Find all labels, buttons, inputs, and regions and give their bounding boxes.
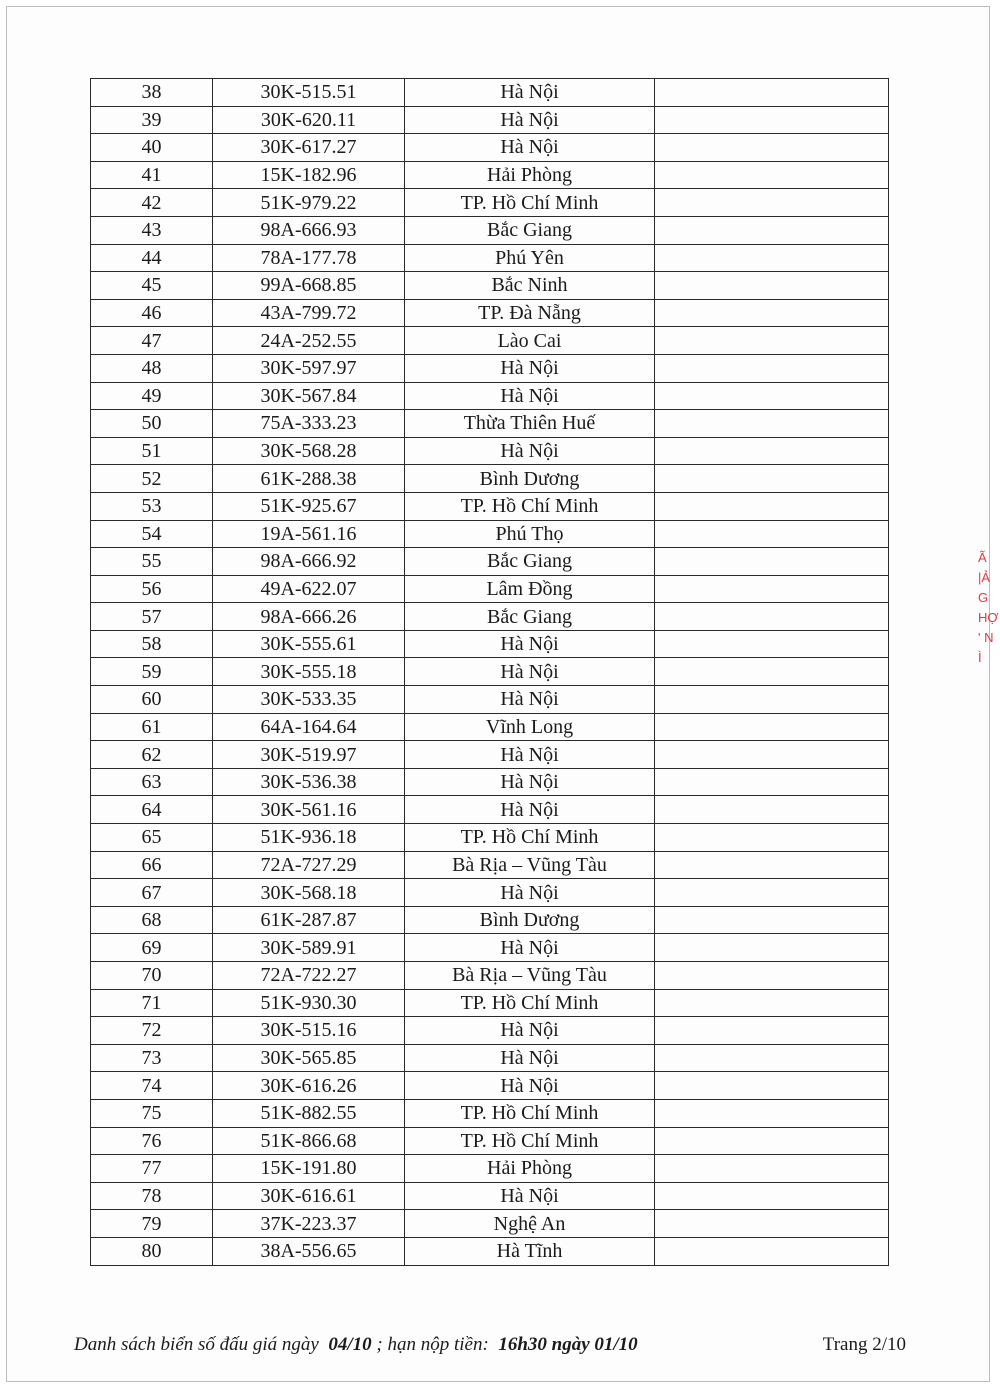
note-cell [655, 713, 889, 741]
note-cell [655, 989, 889, 1017]
note-cell [655, 824, 889, 852]
province-name: Hải Phòng [405, 1155, 655, 1183]
table-row [91, 216, 889, 244]
province-name: Bắc Giang [405, 603, 655, 631]
note-cell [655, 879, 889, 907]
plate-number: 30K-616.61 [213, 1182, 405, 1210]
province-name: Hà Nội [405, 630, 655, 658]
note-cell [655, 134, 889, 162]
table-row [91, 1237, 889, 1265]
plate-number: 30K-616.26 [213, 1072, 405, 1100]
table-row [91, 879, 889, 907]
plate-number: 61K-287.87 [213, 906, 405, 934]
row-number: 45 [91, 272, 213, 300]
note-cell [655, 630, 889, 658]
plate-number: 15K-182.96 [213, 161, 405, 189]
province-name: TP. Hồ Chí Minh [405, 1099, 655, 1127]
plate-number: 30K-589.91 [213, 934, 405, 962]
table-row [91, 1072, 889, 1100]
row-number: 76 [91, 1127, 213, 1155]
table-row [91, 327, 889, 355]
row-number: 80 [91, 1237, 213, 1265]
table-row [91, 630, 889, 658]
table-row [91, 796, 889, 824]
province-name: Hà Nội [405, 1072, 655, 1100]
table-row [91, 1182, 889, 1210]
province-name: Hải Phòng [405, 161, 655, 189]
province-name: Phú Thọ [405, 520, 655, 548]
province-name: Hà Nội [405, 1182, 655, 1210]
row-number: 54 [91, 520, 213, 548]
row-number: 55 [91, 548, 213, 576]
note-cell [655, 768, 889, 796]
plate-number: 30K-597.97 [213, 354, 405, 382]
plate-number: 72A-722.27 [213, 962, 405, 990]
row-number: 74 [91, 1072, 213, 1100]
province-name: Hà Nội [405, 106, 655, 134]
stamp-text: ' N [978, 630, 994, 645]
note-cell [655, 548, 889, 576]
plate-number: 75A-333.23 [213, 410, 405, 438]
note-cell [655, 244, 889, 272]
plate-number: 30K-620.11 [213, 106, 405, 134]
row-number: 77 [91, 1155, 213, 1183]
note-cell [655, 520, 889, 548]
footer-text-2: ; hạn nộp tiền: [376, 1334, 489, 1355]
row-number: 49 [91, 382, 213, 410]
note-cell [655, 1155, 889, 1183]
province-name: TP. Hồ Chí Minh [405, 492, 655, 520]
row-number: 72 [91, 1017, 213, 1045]
row-number: 38 [91, 79, 213, 107]
row-number: 43 [91, 216, 213, 244]
note-cell [655, 603, 889, 631]
table-row [91, 299, 889, 327]
province-name: Lâm Đồng [405, 575, 655, 603]
table-row [91, 410, 889, 438]
row-number: 39 [91, 106, 213, 134]
row-number: 53 [91, 492, 213, 520]
footer-text-1: Danh sách biển số đấu giá ngày [74, 1334, 319, 1355]
row-number: 57 [91, 603, 213, 631]
table-row [91, 437, 889, 465]
province-name: Bình Dương [405, 465, 655, 493]
table-row [91, 161, 889, 189]
plate-number: 61K-288.38 [213, 465, 405, 493]
note-cell [655, 492, 889, 520]
row-number: 79 [91, 1210, 213, 1238]
note-cell [655, 658, 889, 686]
row-number: 50 [91, 410, 213, 438]
province-name: TP. Hồ Chí Minh [405, 824, 655, 852]
table-row [91, 492, 889, 520]
row-number: 78 [91, 1182, 213, 1210]
province-name: Bắc Giang [405, 548, 655, 576]
row-number: 41 [91, 161, 213, 189]
province-name: Hà Nội [405, 354, 655, 382]
province-name: Hà Nội [405, 768, 655, 796]
table-row [91, 244, 889, 272]
table-row [91, 354, 889, 382]
province-name: TP. Hồ Chí Minh [405, 989, 655, 1017]
table-row [91, 851, 889, 879]
note-cell [655, 796, 889, 824]
stamp-text: Ã [978, 550, 987, 565]
table-body [91, 79, 889, 1266]
province-name: Thừa Thiên Huế [405, 410, 655, 438]
plate-number: 30K-519.97 [213, 741, 405, 769]
plate-number: 99A-668.85 [213, 272, 405, 300]
table-row [91, 1155, 889, 1183]
note-cell [655, 79, 889, 107]
table-row [91, 934, 889, 962]
plate-number: 30K-565.85 [213, 1044, 405, 1072]
row-number: 67 [91, 879, 213, 907]
footer-caption [74, 1334, 638, 1356]
stamp-text: G [978, 590, 989, 605]
province-name: Hà Nội [405, 796, 655, 824]
province-name: TP. Hồ Chí Minh [405, 189, 655, 217]
note-cell [655, 1210, 889, 1238]
table-row [91, 272, 889, 300]
table-row [91, 465, 889, 493]
note-cell [655, 382, 889, 410]
red-stamp-fragment [966, 548, 1000, 738]
table-row [91, 741, 889, 769]
table-row [91, 989, 889, 1017]
row-number: 75 [91, 1099, 213, 1127]
province-name: Phú Yên [405, 244, 655, 272]
row-number: 70 [91, 962, 213, 990]
plate-number: 43A-799.72 [213, 299, 405, 327]
note-cell [655, 106, 889, 134]
plate-number: 98A-666.93 [213, 216, 405, 244]
row-number: 47 [91, 327, 213, 355]
row-number: 61 [91, 713, 213, 741]
note-cell [655, 299, 889, 327]
province-name: Hà Nội [405, 1044, 655, 1072]
province-name: Hà Tĩnh [405, 1237, 655, 1265]
note-cell [655, 686, 889, 714]
plate-number: 51K-866.68 [213, 1127, 405, 1155]
row-number: 71 [91, 989, 213, 1017]
plate-number: 24A-252.55 [213, 327, 405, 355]
province-name: Hà Nội [405, 879, 655, 907]
row-number: 44 [91, 244, 213, 272]
province-name: Lào Cai [405, 327, 655, 355]
province-name: Hà Nội [405, 658, 655, 686]
plate-number: 51K-930.30 [213, 989, 405, 1017]
province-name: TP. Hồ Chí Minh [405, 1127, 655, 1155]
table-row [91, 1017, 889, 1045]
note-cell [655, 1072, 889, 1100]
plate-number: 30K-536.38 [213, 768, 405, 796]
row-number: 52 [91, 465, 213, 493]
plate-number: 51K-936.18 [213, 824, 405, 852]
plate-number: 38A-556.65 [213, 1237, 405, 1265]
plate-number: 98A-666.26 [213, 603, 405, 631]
note-cell [655, 1099, 889, 1127]
stamp-text: |Ả [978, 570, 991, 585]
plate-number: 30K-567.84 [213, 382, 405, 410]
note-cell [655, 1044, 889, 1072]
row-number: 63 [91, 768, 213, 796]
note-cell [655, 1017, 889, 1045]
province-name: Hà Nội [405, 1017, 655, 1045]
plate-number: 30K-515.16 [213, 1017, 405, 1045]
province-name: TP. Đà Nẵng [405, 299, 655, 327]
plate-number: 30K-568.18 [213, 879, 405, 907]
note-cell [655, 189, 889, 217]
row-number: 68 [91, 906, 213, 934]
table-row [91, 548, 889, 576]
table-row [91, 189, 889, 217]
province-name: Bà Rịa – Vũng Tàu [405, 962, 655, 990]
note-cell [655, 851, 889, 879]
note-cell [655, 327, 889, 355]
auction-date: 04/10 [328, 1334, 372, 1355]
note-cell [655, 741, 889, 769]
stamp-text: HỢ [978, 610, 999, 625]
note-cell [655, 962, 889, 990]
row-number: 56 [91, 575, 213, 603]
row-number: 58 [91, 630, 213, 658]
plate-number: 30K-617.27 [213, 134, 405, 162]
stamp-text: Ì [978, 650, 982, 665]
table-row [91, 106, 889, 134]
row-number: 66 [91, 851, 213, 879]
row-number: 51 [91, 437, 213, 465]
plate-number: 19A-561.16 [213, 520, 405, 548]
table-row [91, 906, 889, 934]
row-number: 65 [91, 824, 213, 852]
row-number: 62 [91, 741, 213, 769]
note-cell [655, 575, 889, 603]
row-number: 40 [91, 134, 213, 162]
table-row [91, 713, 889, 741]
plate-number: 30K-515.51 [213, 79, 405, 107]
row-number: 60 [91, 686, 213, 714]
province-name: Hà Nội [405, 134, 655, 162]
note-cell [655, 465, 889, 493]
table-row [91, 520, 889, 548]
page-number: Trang 2/10 [822, 1334, 906, 1355]
note-cell [655, 437, 889, 465]
note-cell [655, 934, 889, 962]
province-name: Hà Nội [405, 437, 655, 465]
page-footer [74, 1334, 914, 1362]
table-row [91, 603, 889, 631]
note-cell [655, 161, 889, 189]
row-number: 69 [91, 934, 213, 962]
province-name: Hà Nội [405, 382, 655, 410]
row-number: 48 [91, 354, 213, 382]
row-number: 42 [91, 189, 213, 217]
plate-number: 49A-622.07 [213, 575, 405, 603]
plate-number: 30K-555.18 [213, 658, 405, 686]
note-cell [655, 1237, 889, 1265]
province-name: Hà Nội [405, 686, 655, 714]
note-cell [655, 410, 889, 438]
plate-number: 30K-533.35 [213, 686, 405, 714]
table-row [91, 382, 889, 410]
note-cell [655, 216, 889, 244]
note-cell [655, 906, 889, 934]
table-row [91, 962, 889, 990]
table-row [91, 134, 889, 162]
license-plate-table [90, 78, 889, 1266]
plate-number: 30K-561.16 [213, 796, 405, 824]
table-row [91, 1044, 889, 1072]
table-row [91, 686, 889, 714]
row-number: 64 [91, 796, 213, 824]
table-row [91, 1127, 889, 1155]
note-cell [655, 272, 889, 300]
plate-number: 64A-164.64 [213, 713, 405, 741]
province-name: Hà Nội [405, 79, 655, 107]
plate-number: 30K-555.61 [213, 630, 405, 658]
table-row [91, 575, 889, 603]
province-name: Bình Dương [405, 906, 655, 934]
payment-deadline: 16h30 ngày 01/10 [498, 1334, 638, 1355]
plate-number: 30K-568.28 [213, 437, 405, 465]
table-row [91, 658, 889, 686]
table-row [91, 79, 889, 107]
table-row [91, 824, 889, 852]
table-row [91, 768, 889, 796]
province-name: Nghệ An [405, 1210, 655, 1238]
province-name: Bà Rịa – Vũng Tàu [405, 851, 655, 879]
note-cell [655, 1127, 889, 1155]
plate-number: 51K-882.55 [213, 1099, 405, 1127]
table-row [91, 1210, 889, 1238]
plate-number: 15K-191.80 [213, 1155, 405, 1183]
province-name: Bắc Ninh [405, 272, 655, 300]
plate-number: 51K-979.22 [213, 189, 405, 217]
province-name: Hà Nội [405, 934, 655, 962]
province-name: Vĩnh Long [405, 713, 655, 741]
plate-number: 78A-177.78 [213, 244, 405, 272]
plate-number: 37K-223.37 [213, 1210, 405, 1238]
province-name: Hà Nội [405, 741, 655, 769]
table-row [91, 1099, 889, 1127]
note-cell [655, 354, 889, 382]
row-number: 73 [91, 1044, 213, 1072]
province-name: Bắc Giang [405, 216, 655, 244]
note-cell [655, 1182, 889, 1210]
plate-number: 98A-666.92 [213, 548, 405, 576]
plate-number: 72A-727.29 [213, 851, 405, 879]
plate-number: 51K-925.67 [213, 492, 405, 520]
row-number: 59 [91, 658, 213, 686]
row-number: 46 [91, 299, 213, 327]
